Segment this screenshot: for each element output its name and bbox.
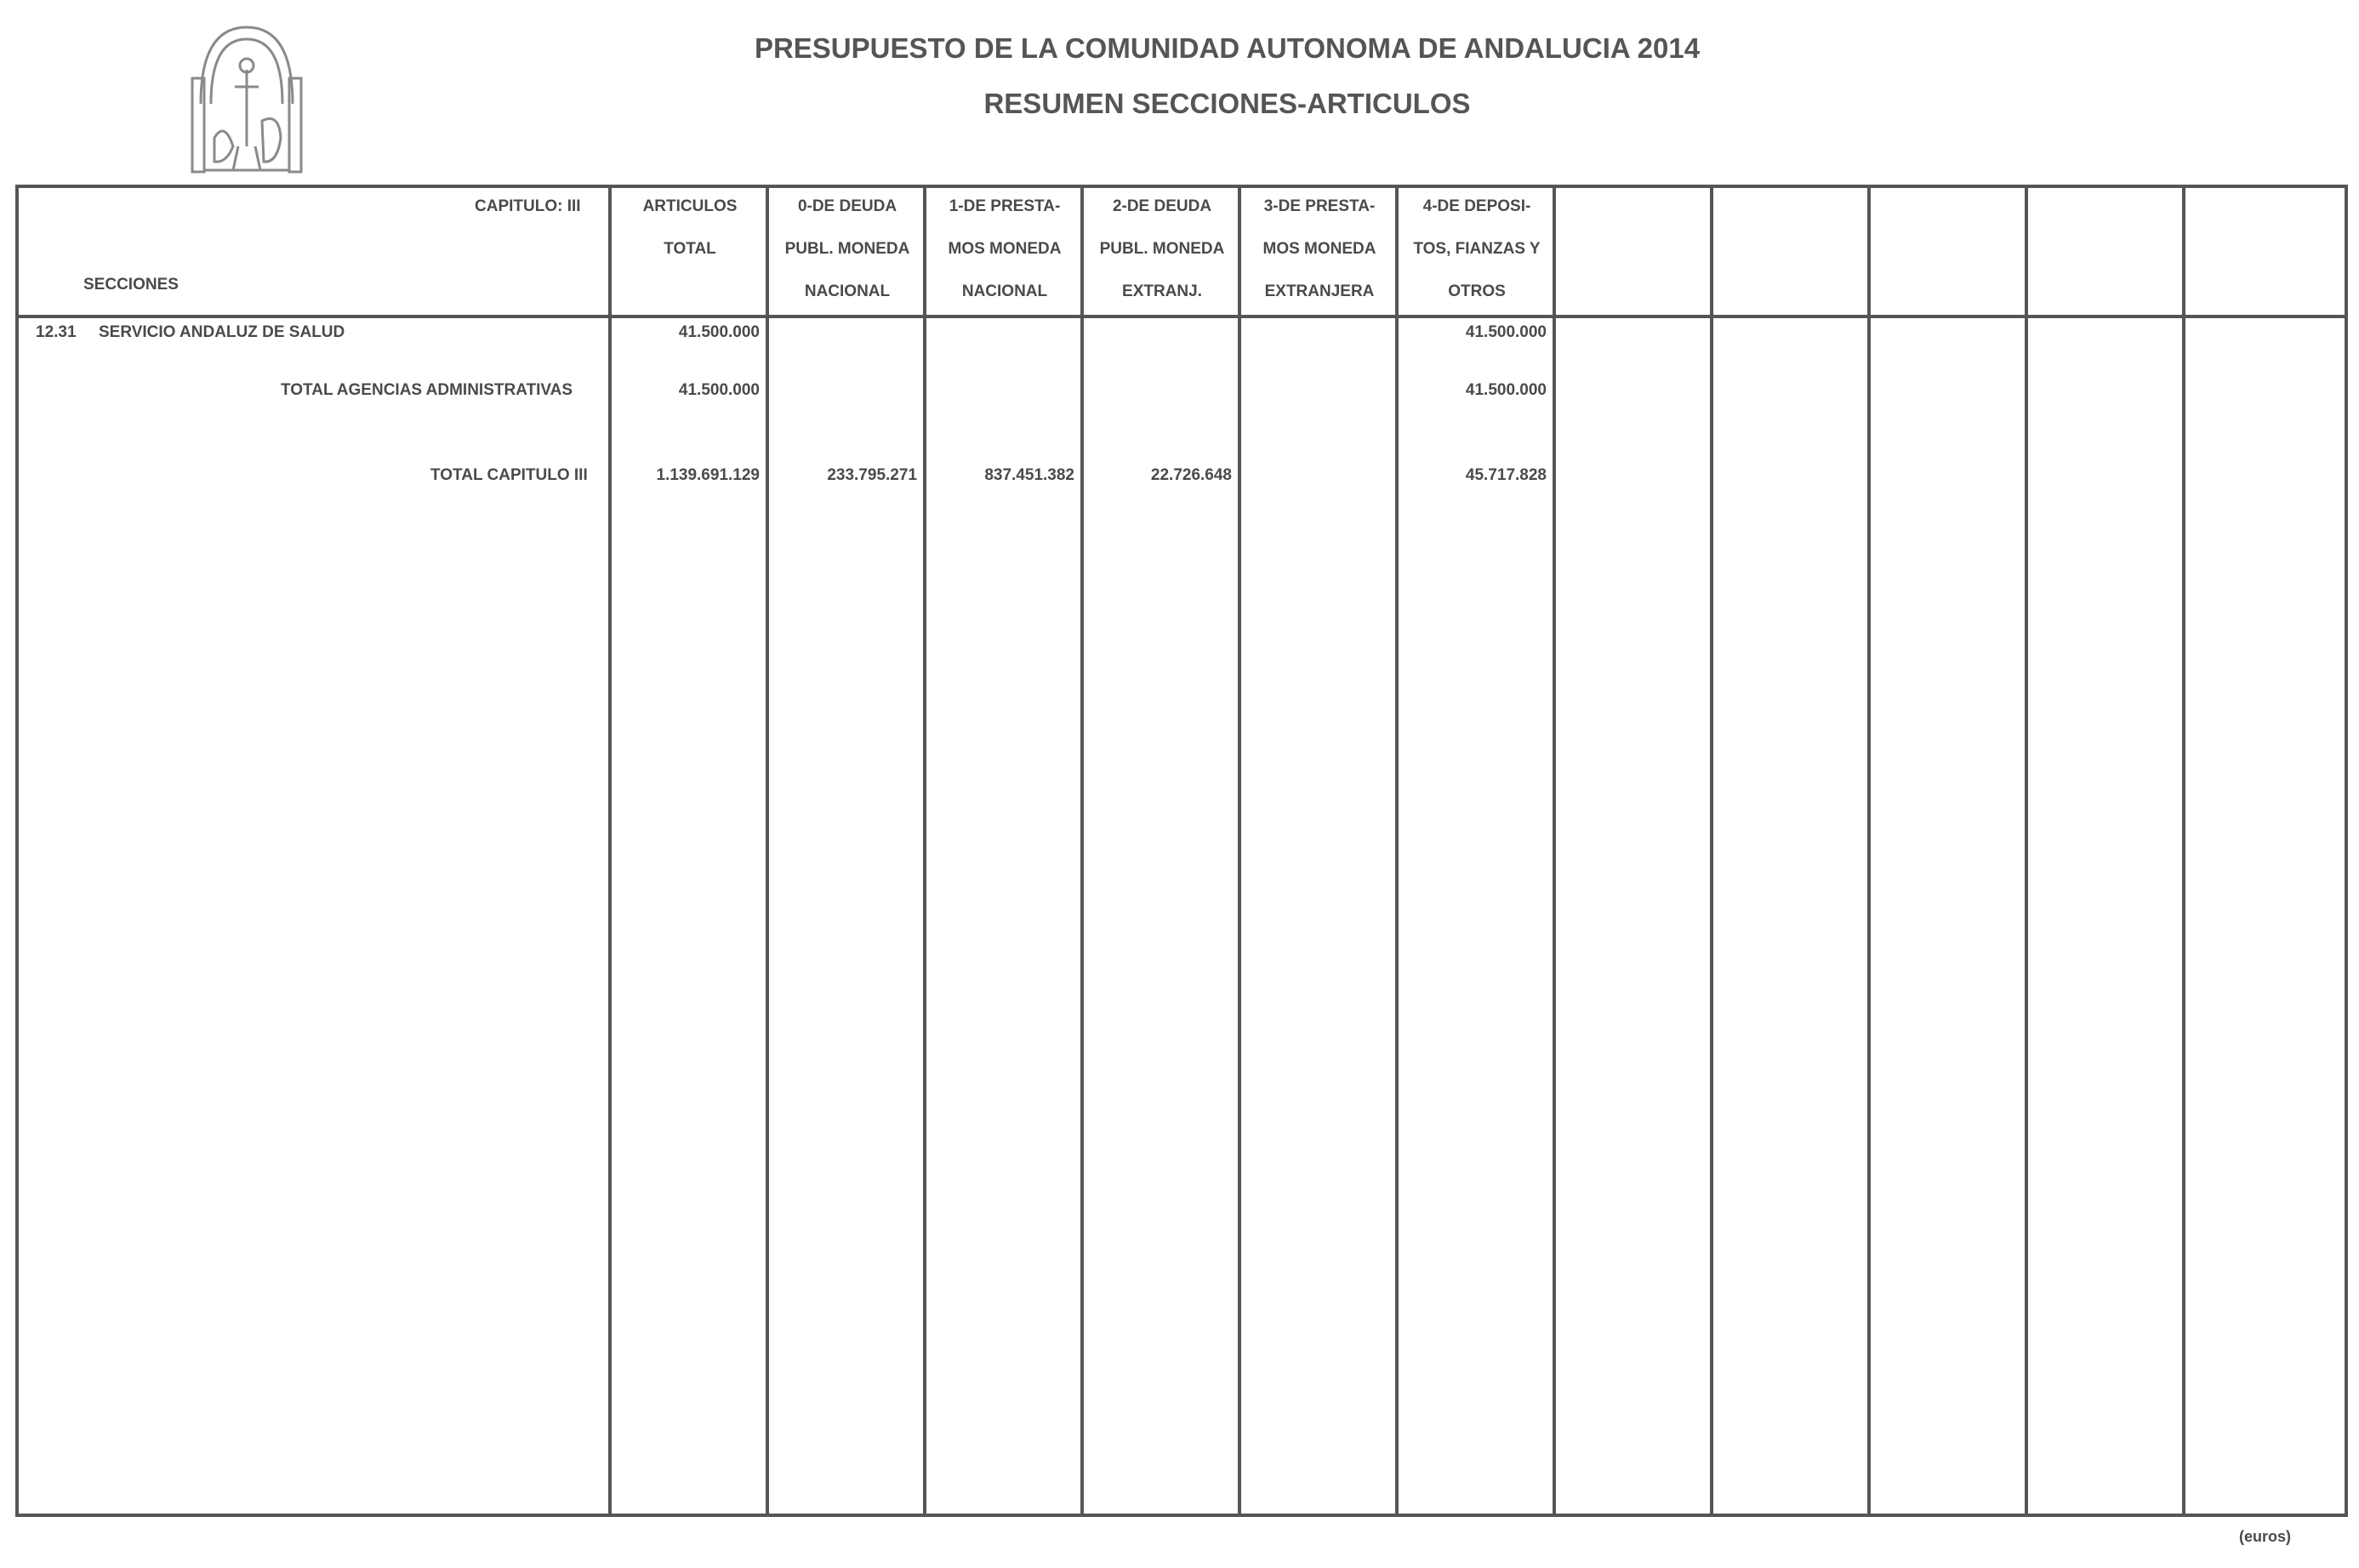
secciones-label: SECCIONES [83,276,179,294]
column-divider [1553,185,1556,1517]
cell-depositos-fianzas: 41.500.000 [1465,381,1547,399]
column-header-prestamos-extranjera: 3-DE PRESTA- MOS MONEDA EXTRANJERA [1262,197,1376,300]
column-divider [1710,185,1713,1517]
column-divider [2025,185,2028,1517]
cell-depositos-fianzas: 41.500.000 [1465,323,1547,341]
cell-articulos-total: 41.500.000 [678,323,760,341]
column-header-prestamos-nacional: 1-DE PRESTA- MOS MONEDA NACIONAL [948,197,1062,300]
capitulo-label: CAPITULO: III [475,197,581,215]
column-header-deuda-publica-extranjera: 2-DE DEUDA PUBL. MONEDA EXTRANJ. [1099,197,1225,300]
column-header-depositos-fianzas: 4-DE DEPOSI- TOS, FIANZAS Y OTROS [1413,197,1541,300]
column-header-deuda-publica-nacional: 0-DE DEUDA PUBL. MONEDA NACIONAL [784,197,910,300]
units-note: (euros) [2239,1528,2292,1545]
cell-deuda-publica-nacional: 233.795.271 [827,466,917,484]
andalucia-coat-of-arms-logo [184,19,310,177]
row-section-label: SERVICIO ANDALUZ DE SALUD [99,323,345,341]
column-divider [766,185,769,1517]
document-subtitle: RESUMEN SECCIONES-ARTICULOS [983,88,1471,119]
column-divider [2182,185,2185,1517]
column-header-articulos-total: ARTICULOS TOTAL [642,197,738,258]
column-divider [923,185,926,1517]
column-divider [1238,185,1241,1517]
column-divider [1080,185,1084,1517]
row-section-code: 12.31 [36,323,77,341]
cell-deuda-publica-extranjera: 22.726.648 [1150,466,1232,484]
cell-articulos-total: 1.139.691.129 [656,466,760,484]
cell-prestamos-nacional: 837.451.382 [984,466,1074,484]
cell-articulos-total: 41.500.000 [678,381,760,399]
row-total-label: TOTAL CAPITULO III [430,466,588,484]
cell-depositos-fianzas: 45.717.828 [1465,466,1547,484]
header-separator-line [15,315,2348,318]
column-divider [1867,185,1871,1517]
row-total-label: TOTAL AGENCIAS ADMINISTRATIVAS [281,381,573,399]
document-title: PRESUPUESTO DE LA COMUNIDAD AUTONOMA DE ANDALUCIA 2014 [754,32,1701,64]
